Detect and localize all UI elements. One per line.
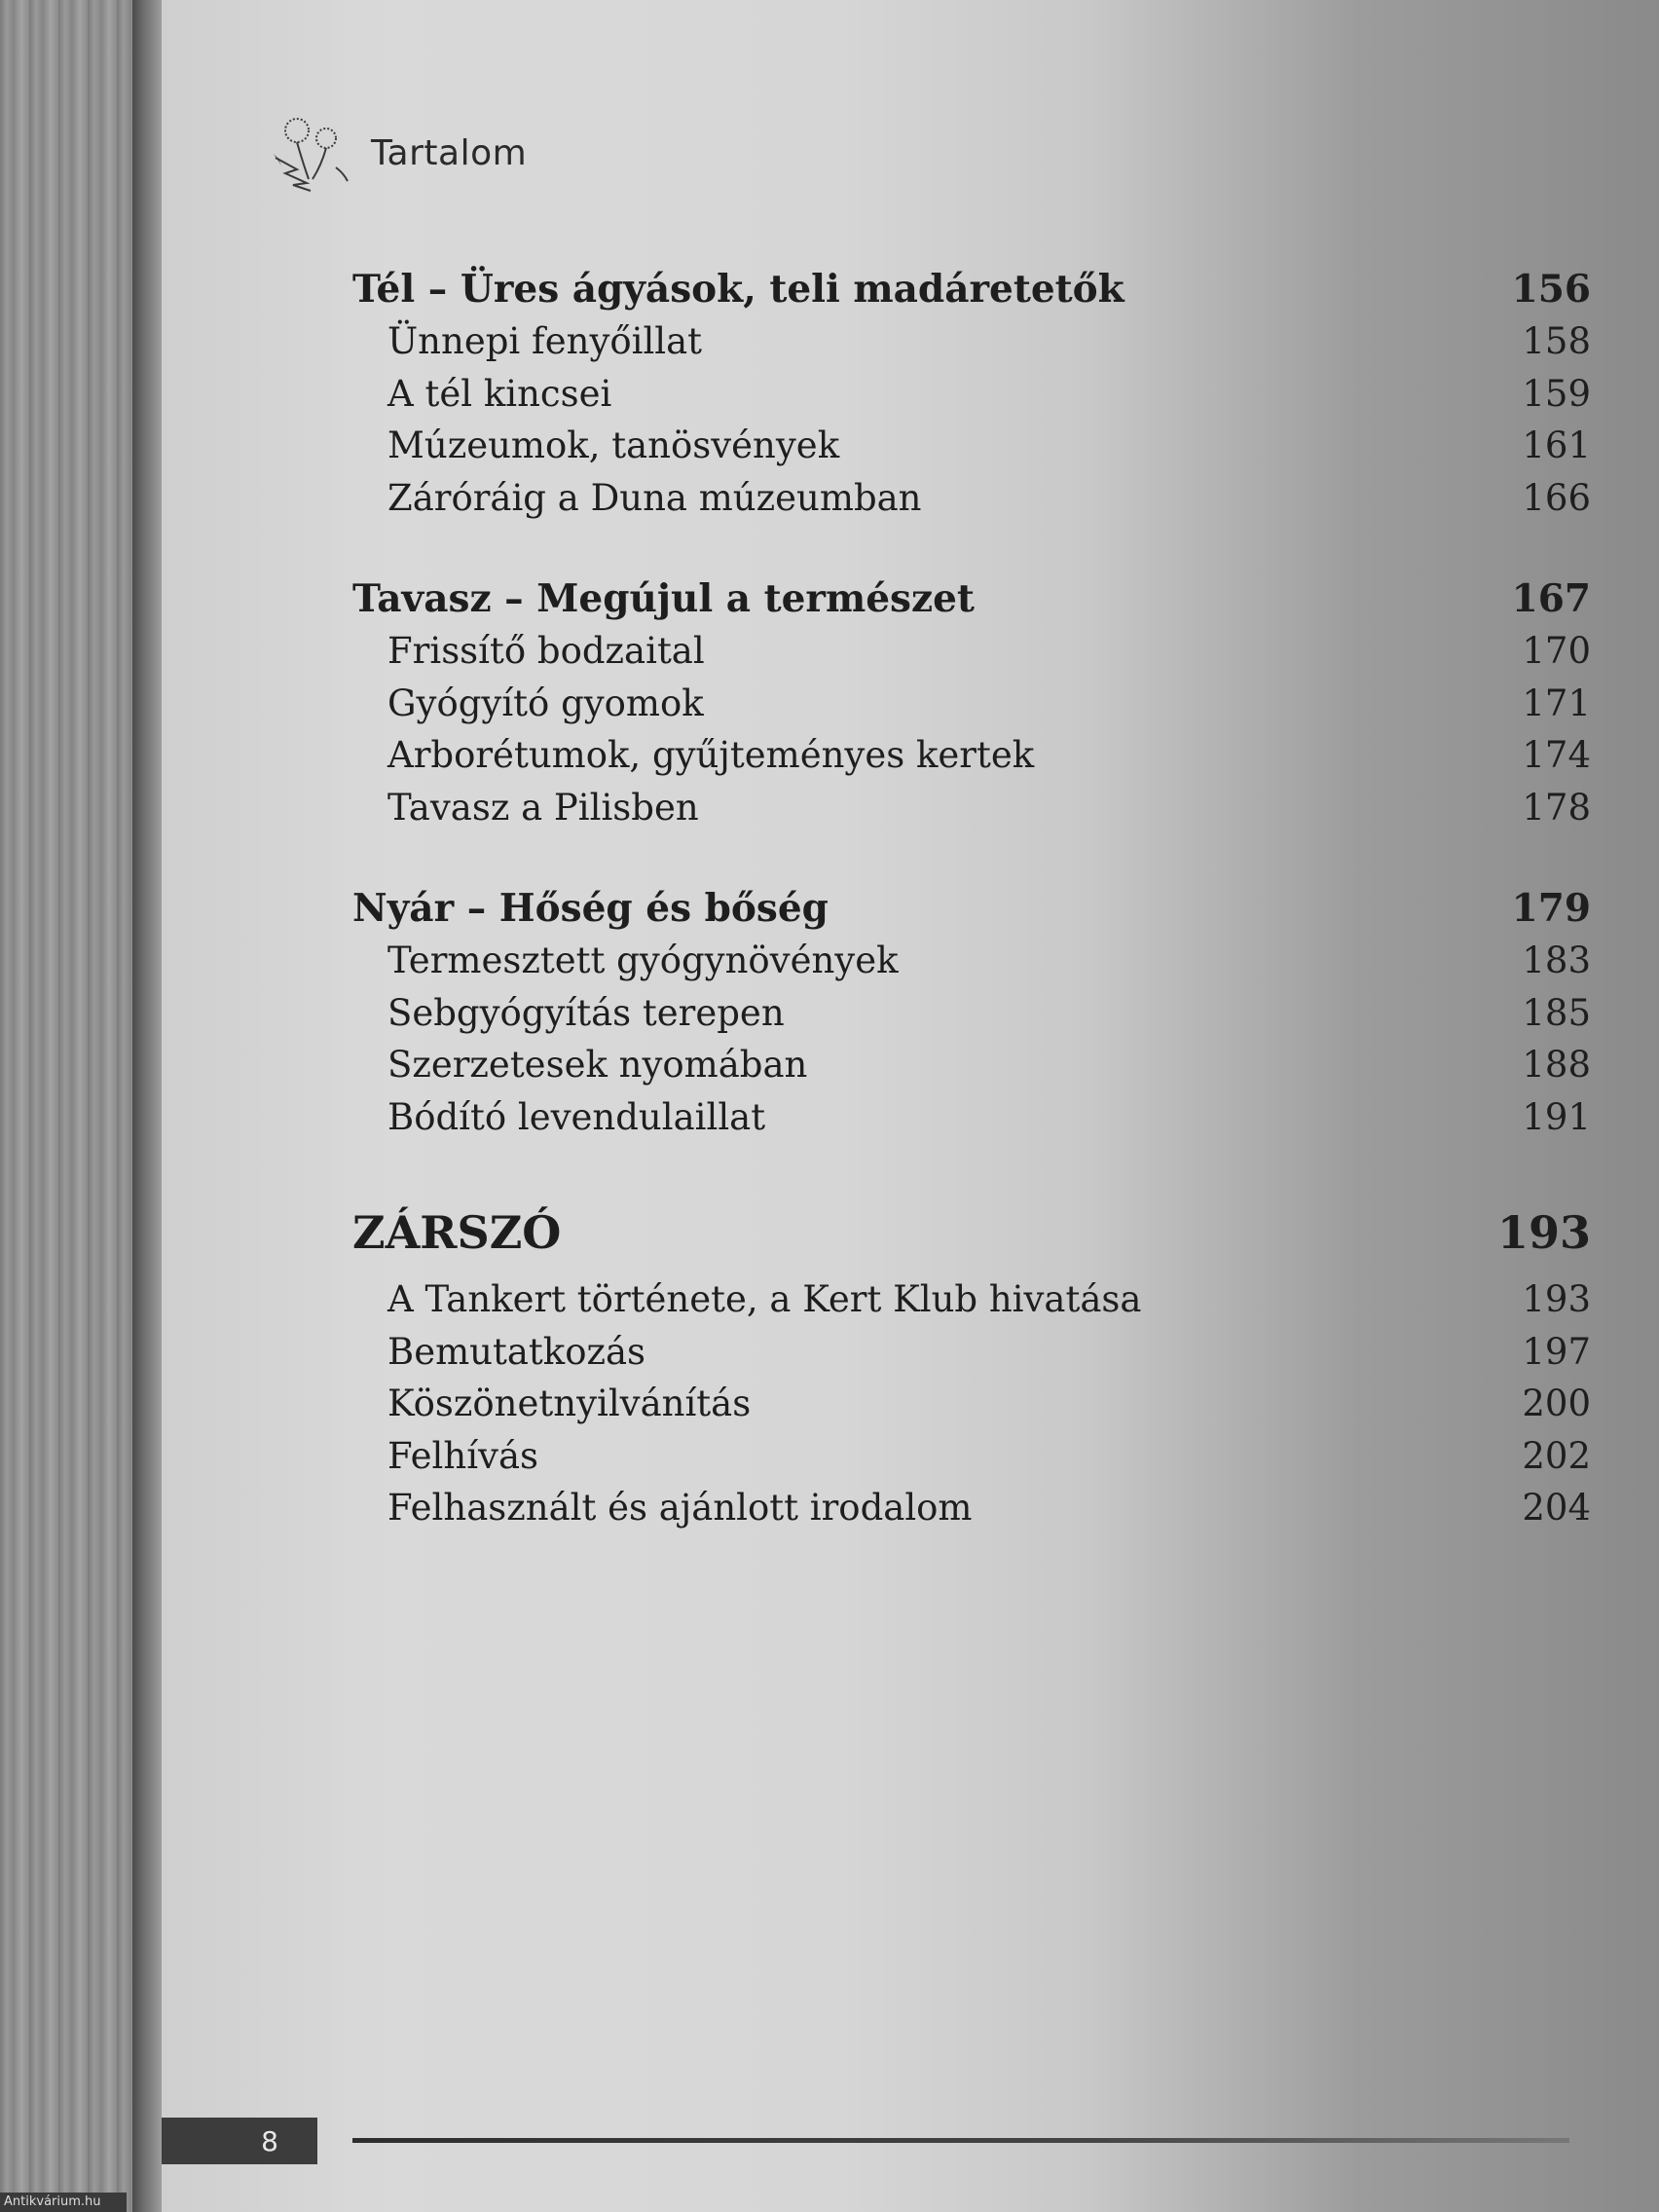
entry-page-number: 200 bbox=[1522, 1382, 1591, 1424]
entry-title: Arborétumok, gyűjteményes kertek bbox=[387, 734, 1035, 776]
toc-entry bbox=[352, 987, 1591, 1040]
entry-title: Tavasz a Pilisben bbox=[387, 786, 699, 829]
entry-title: Ünnepi fenyőillat bbox=[387, 320, 703, 362]
watermark: Antikvárium.hu bbox=[0, 2193, 127, 2212]
toc-section-heading bbox=[352, 572, 1591, 625]
entry-page-number: 161 bbox=[1522, 424, 1591, 466]
chapter-page-number: 193 bbox=[1496, 1206, 1591, 1259]
toc-entry bbox=[352, 935, 1591, 987]
page-header bbox=[268, 109, 527, 197]
toc-entry bbox=[352, 729, 1591, 782]
toc-entry bbox=[352, 1039, 1591, 1091]
entry-title: Termesztett gyógynövények bbox=[387, 940, 899, 981]
toc-entry bbox=[352, 1273, 1591, 1326]
page-number: 8 bbox=[261, 2124, 278, 2157]
entry-title: Szerzetesek nyomában bbox=[387, 1044, 808, 1086]
entry-title: Felhívás bbox=[387, 1434, 538, 1477]
entry-title: Köszönetnyilvánítás bbox=[387, 1382, 752, 1424]
section-page-number: 167 bbox=[1511, 576, 1591, 621]
toc-entry bbox=[352, 1326, 1591, 1379]
entry-title: Felhasznált és ajánlott irodalom bbox=[387, 1487, 973, 1529]
entry-page-number: 204 bbox=[1522, 1487, 1591, 1529]
entry-page-number: 170 bbox=[1522, 630, 1591, 672]
entry-title: A Tankert története, a Kert Klub hivatása bbox=[387, 1278, 1142, 1320]
entry-page-number: 158 bbox=[1522, 320, 1591, 362]
toc-entry bbox=[352, 1378, 1591, 1430]
toc-entry bbox=[352, 472, 1591, 525]
entry-page-number: 193 bbox=[1522, 1278, 1591, 1320]
dandelion-icon bbox=[268, 109, 355, 197]
section-page-number: 179 bbox=[1511, 886, 1591, 931]
page-number-badge bbox=[162, 2118, 317, 2164]
entry-title: Bemutatkozás bbox=[387, 1330, 646, 1373]
entry-title: Gyógyító gyomok bbox=[387, 682, 704, 724]
entry-page-number: 174 bbox=[1522, 734, 1591, 776]
toc-section-summer bbox=[352, 882, 1591, 1143]
chapter-title: ZÁRSZÓ bbox=[352, 1206, 562, 1259]
footer-rule bbox=[352, 2138, 1569, 2143]
toc-entry bbox=[352, 678, 1591, 730]
entry-page-number: 202 bbox=[1522, 1434, 1591, 1477]
toc-section-spring bbox=[352, 572, 1591, 833]
entry-page-number: 159 bbox=[1522, 372, 1591, 415]
entry-page-number: 178 bbox=[1522, 786, 1591, 829]
toc-section-heading bbox=[352, 263, 1591, 315]
entry-page-number: 166 bbox=[1522, 476, 1591, 519]
toc-entry bbox=[352, 420, 1591, 472]
section-title: Nyár – Hőség és bőség bbox=[352, 886, 829, 931]
book-spine-shadow bbox=[132, 0, 162, 2212]
entry-page-number: 191 bbox=[1522, 1095, 1591, 1138]
table-of-contents bbox=[352, 263, 1591, 1583]
toc-section-closing bbox=[352, 1194, 1591, 1534]
toc-entry bbox=[352, 1091, 1591, 1144]
toc-entry bbox=[352, 625, 1591, 678]
entry-page-number: 197 bbox=[1522, 1330, 1591, 1373]
toc-entry bbox=[352, 1430, 1591, 1483]
toc-chapter-heading bbox=[352, 1194, 1591, 1272]
entry-title: A tél kincsei bbox=[387, 372, 612, 415]
entry-title: Frissítő bodzaital bbox=[387, 630, 705, 672]
entry-page-number: 183 bbox=[1522, 940, 1591, 981]
section-title: Tavasz – Megújul a természet bbox=[352, 576, 975, 621]
page-title: Tartalom bbox=[371, 132, 528, 173]
entry-page-number: 188 bbox=[1522, 1044, 1591, 1086]
entry-title: Záróráig a Duna múzeumban bbox=[387, 476, 922, 519]
entry-title: Múzeumok, tanösvények bbox=[387, 424, 840, 466]
toc-entry bbox=[352, 782, 1591, 834]
toc-entry bbox=[352, 315, 1591, 368]
toc-section-winter bbox=[352, 263, 1591, 524]
section-page-number: 156 bbox=[1511, 267, 1591, 312]
toc-section-heading bbox=[352, 882, 1591, 935]
section-title: Tél – Üres ágyások, teli madáretetők bbox=[352, 267, 1124, 312]
toc-entry bbox=[352, 1482, 1591, 1534]
entry-title: Sebgyógyítás terepen bbox=[387, 991, 785, 1034]
wood-background bbox=[0, 0, 146, 2212]
entry-title: Bódító levendulaillat bbox=[387, 1095, 766, 1138]
entry-page-number: 171 bbox=[1522, 682, 1591, 724]
toc-entry bbox=[352, 368, 1591, 421]
entry-page-number: 185 bbox=[1522, 991, 1591, 1034]
